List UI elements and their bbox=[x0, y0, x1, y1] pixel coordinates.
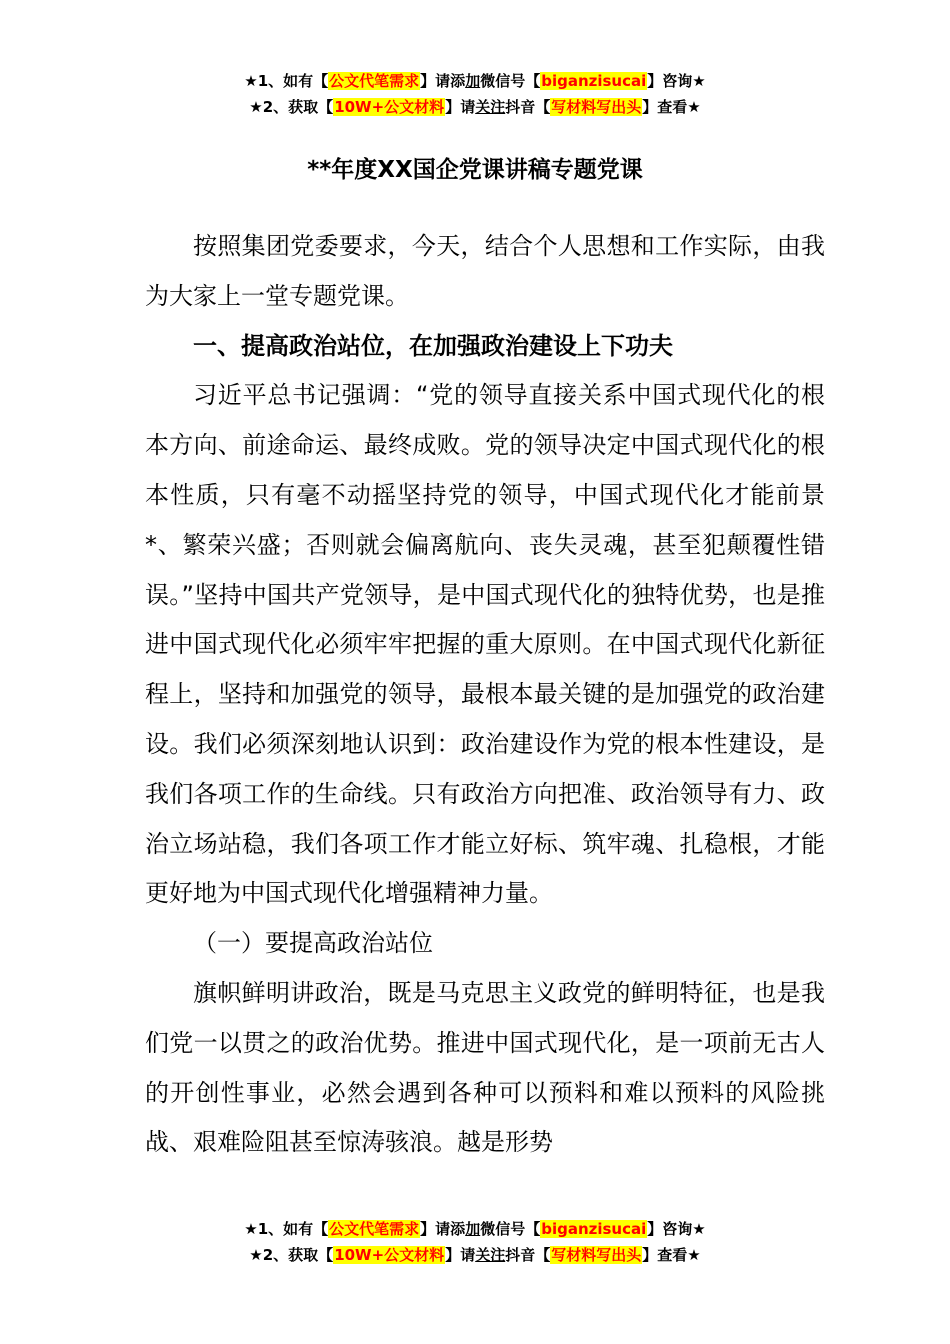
promo-text: ★2、获取【 bbox=[249, 98, 334, 116]
promo-text: ★1、如有【 bbox=[244, 72, 329, 90]
promo-text: 】请 bbox=[445, 1246, 476, 1264]
promo-line-2 bbox=[0, 1242, 950, 1268]
promo-highlight: 10W+公文材料 bbox=[334, 98, 445, 116]
intro-paragraph: 按照集团党委要求，今天，结合个人思想和工作实际，由我为大家上一堂专题党课。 bbox=[145, 232, 825, 310]
header-promo-banner bbox=[0, 68, 950, 120]
promo-text: 微信号【 bbox=[480, 1220, 541, 1238]
promo-highlight: biganzisucai bbox=[541, 72, 647, 90]
document-title: **年度XX国企党课讲稿专题党课 bbox=[307, 157, 643, 183]
body-paragraph: 旗帜鲜明讲政治，既是马克思主义政党的鲜明特征，也是我们党一以贯之的政治优势。推进中国式现代化，是一项前无古人的开创性事业，必然会遇到各种可以预料和难以预料的风险挑战、艰难险阻甚至惊涛骇浪。越是形势 bbox=[145, 978, 825, 1157]
promo-text: 】咨询★ bbox=[647, 72, 706, 90]
promo-line-2 bbox=[0, 94, 950, 120]
promo-text: ★1、如有【 bbox=[244, 1220, 329, 1238]
promo-text: 】请添 bbox=[420, 72, 466, 90]
promo-highlight: biganzisucai bbox=[541, 1220, 647, 1238]
promo-highlight: 公文代笔需求 bbox=[329, 72, 420, 90]
promo-underline: 加 bbox=[465, 1220, 481, 1238]
footer-promo-banner bbox=[0, 1216, 950, 1268]
promo-text: 】查看★ bbox=[642, 1246, 701, 1264]
promo-text: 抖音【 bbox=[505, 1246, 551, 1264]
promo-highlight: 10W+公文材料 bbox=[334, 1246, 445, 1264]
promo-text: 】查看★ bbox=[642, 98, 701, 116]
promo-underline: 加 bbox=[465, 72, 481, 90]
promo-line-1 bbox=[0, 1216, 950, 1242]
section-heading: 一、提高政治站位，在加强政治建设上下功夫 bbox=[193, 331, 673, 360]
subsection-heading: （一）要提高政治站位 bbox=[193, 929, 433, 958]
promo-text: 微信号【 bbox=[480, 72, 541, 90]
promo-text: ★2、获取【 bbox=[249, 1246, 334, 1264]
promo-highlight: 写材料写出头 bbox=[551, 1246, 642, 1264]
document-body bbox=[145, 222, 825, 1168]
body-paragraph: 习近平总书记强调：“党的领导直接关系中国式现代化的根本方向、前途命运、最终成败。党的领导决定中国式现代化的根本性质，只有毫不动摇坚持党的领导，中国式现代化才能前景*、繁荣兴盛；否则就会偏离航向、丧失灵魂，甚至犯颠覆性错误。”坚持中国共产党领导，是中国式现代化的独特优势，也是推进中国式现代化必须牢牢把握的重大原则。在中国式现代化新征程上，坚持和加强党的领导，最根本最关键的是加强党的政治建设。我们必须深刻地认识到：政治建设作为党的根本性建设，是我们各项工作的生命线。只有政治方向把准、政治领导有力、政治立场站稳，我们各项工作才能立好标、筑牢魂、扎稳根，才能更好地为中国式现代化增强精神力量。 bbox=[145, 381, 825, 908]
promo-line-1 bbox=[0, 68, 950, 94]
promo-text: 抖音【 bbox=[505, 98, 551, 116]
promo-highlight: 写材料写出头 bbox=[551, 98, 642, 116]
promo-highlight: 公文代笔需求 bbox=[329, 1220, 420, 1238]
promo-text: 】请添 bbox=[420, 1220, 466, 1238]
promo-underline: 关注 bbox=[475, 98, 506, 116]
promo-text: 】咨询★ bbox=[647, 1220, 706, 1238]
promo-text: 】请 bbox=[445, 98, 476, 116]
promo-underline: 关注 bbox=[475, 1246, 506, 1264]
